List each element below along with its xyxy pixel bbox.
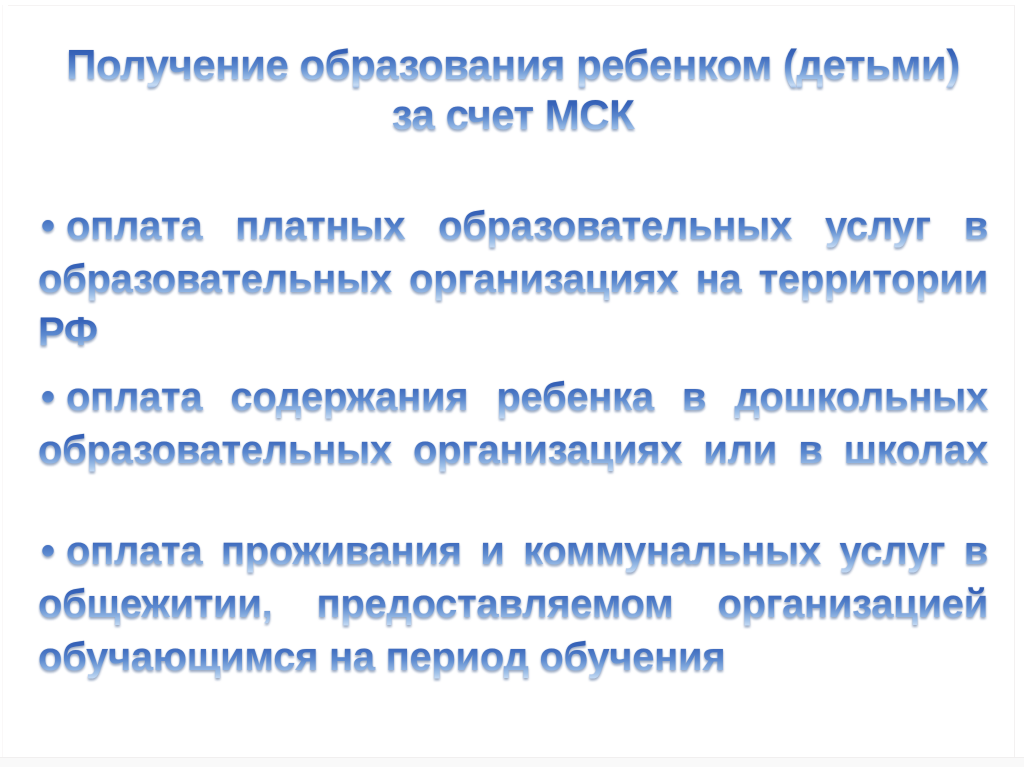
bullet-line: оплата проживания и коммунальных услуг в [38,525,988,578]
slide-title-line-2: за счет МСК [38,90,988,140]
bullet-item-dormitory-payment [38,525,988,684]
frame-line-left [2,5,3,757]
bullet-line: оплата содержания ребенка в дошкольных [38,371,988,424]
slide-title [38,40,988,140]
bullet-line: РФ [38,306,988,359]
bullet-line: оплата платных образовательных услуг в [38,200,988,253]
slide-title-line-1: Получение образования ребенком (детьми) [38,40,988,90]
bullet-item-education-services [38,200,988,359]
bullet-line: образовательных организациях на территории [38,253,988,306]
bullet-line: обучающимся на период обучения [38,631,988,684]
frame-line-right [1014,5,1015,757]
bullet-item-child-maintenance [38,371,988,477]
frame-band-bottom [0,757,1024,767]
frame-line-top [8,5,1015,6]
slide-content [38,40,988,684]
bullet-line: общежитии, предоставляемом организацией [38,578,988,631]
bullet-line: образовательных организациях или в школах [38,424,988,477]
slide-body [38,200,988,684]
